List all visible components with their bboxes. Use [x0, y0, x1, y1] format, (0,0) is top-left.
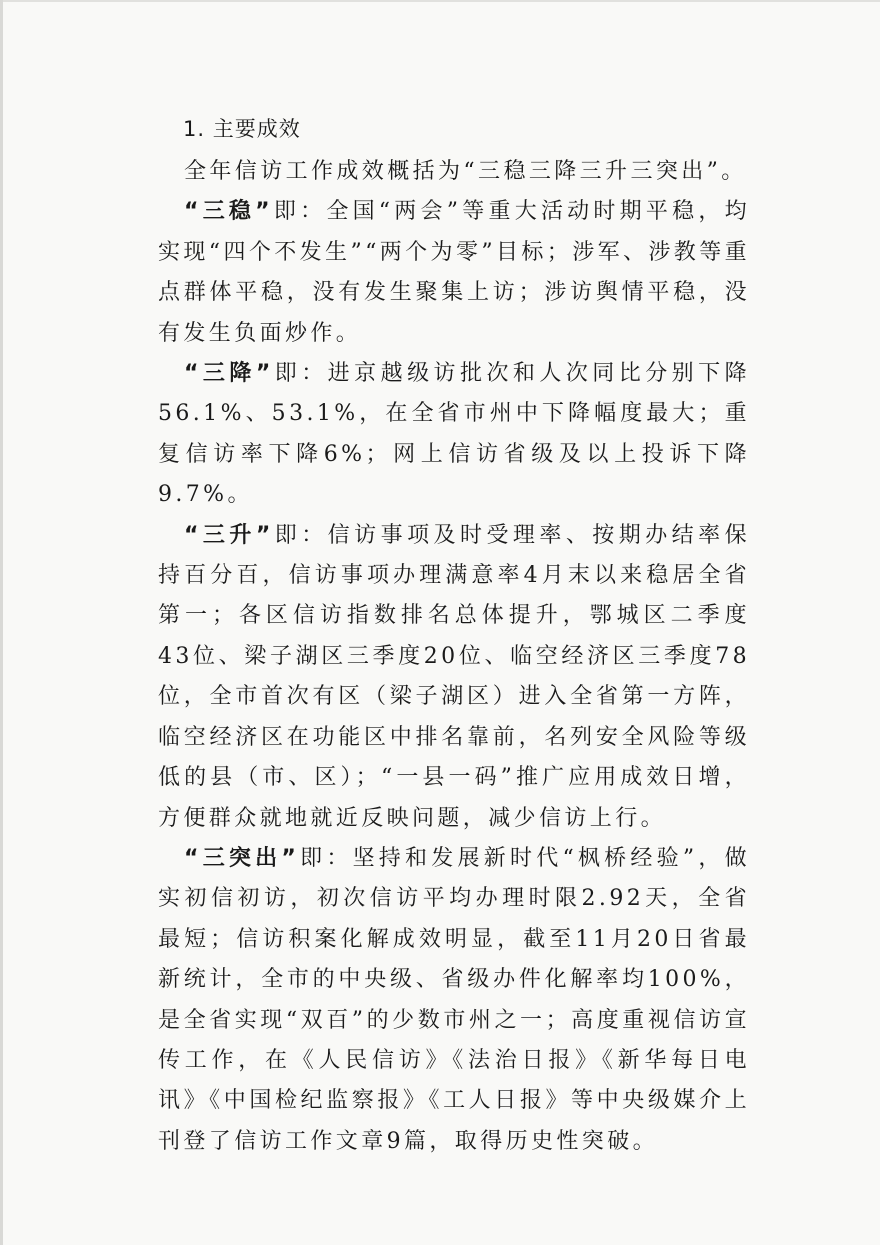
document-body: [158, 108, 750, 1162]
paragraph-san-tuchu: [158, 839, 750, 1162]
paragraph-lead: “三降”: [184, 361, 274, 387]
paragraph-san-sheng: [158, 516, 750, 839]
paragraph-text: 即：进京越级访批次和人次同比分别下降56.1%、53.1%，在全省市州中下降幅度最大；重复信访率下降6%；网上信访省级及以上投诉下降9.7%。: [158, 361, 750, 508]
paragraph-text: 即：信访事项及时受理率、按期办结率保持百分百，信访事项办理满意率4月末以来稳居全省第一；各区信访指数排名总体提升，鄂城区二季度43位、梁子湖区三季度20位、临空经济区三季度78位，全市首次有区（梁子湖区）进入全省第一方阵，临空经济区在功能区中排名靠前，名列安全风险等级低的县（市、区）；“一县一码”推广应用成效日增，方便群众就地就近反映问题，减少信访上行。: [158, 522, 750, 831]
paragraph-lead: “三升”: [184, 522, 274, 548]
paragraph-text: 即：坚持和发展新时代“枫桥经验”，做实初信初访，初次信访平均办理时限2.92天，全省最短；信访积案化解成效明显，截至11月20日省最新统计，全市的中央级、省级办件化解率均100%，是全省实现“双百”的少数市州之一；高度重视信访宣传工作，在《人民信访》《法治日报》《新华每日电讯》《中国检纪监察报》《工人日报》等中央级媒介上刊登了信访工作文章9篇，取得历史性突破。: [158, 845, 750, 1154]
section-heading: 1. 主要成效: [183, 117, 301, 141]
paragraph-san-wen: [158, 192, 750, 354]
paragraph-text: 即：全国“两会”等重大活动时期平稳，均实现“四个不发生”“两个为零”目标；涉军、涉教等重点群体平稳，没有发生聚集上访；涉访舆情平稳，没有发生负面炒作。: [158, 199, 750, 346]
paragraph-lead: “三稳”: [184, 199, 274, 225]
paragraph-san-jiang: [158, 354, 750, 516]
paragraph-lead: “三突出”: [184, 845, 300, 871]
summary-paragraph: 全年信访工作成效概括为“三稳三降三升三突出”。: [184, 159, 747, 184]
scan-edge-top: [0, 0, 880, 2]
scan-edge-left: [0, 0, 3, 1245]
